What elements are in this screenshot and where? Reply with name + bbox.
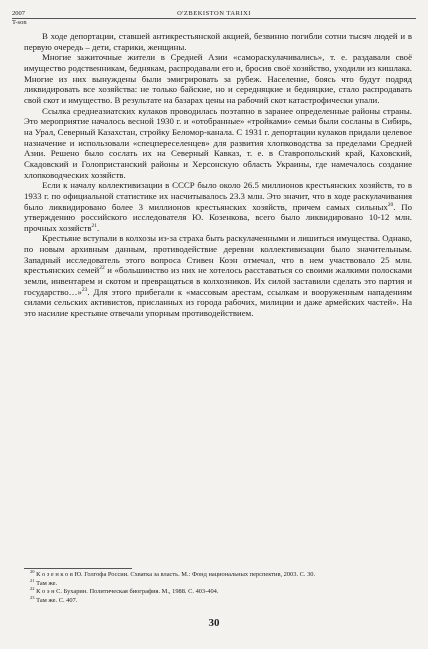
footnotes	[30, 568, 412, 605]
footnote-number: 22	[30, 586, 35, 592]
footnote-text: К о з е н к о в Ю. Голгофа России. Схватка за власть. М.: Фонд национальных перспектив, 2003. С. 30.	[36, 571, 316, 578]
footnote-text: Там же.	[36, 579, 58, 587]
page-number: 30	[208, 617, 220, 629]
header-year: 2007	[12, 10, 25, 17]
footnote	[30, 588, 412, 597]
paragraph-3: Ссылка среднеазиатских кулаков проводилась поэтапно в заранее определенные районы страны. Это мероприятие началось весной 1930 г. и «отобранные» «тройками» семьи были сосланы в Сибирь, на Урал, Северный Казахстан, стройку Беломор-канала. С 1931 г. депортации кулаков придали целевое назначение и использовали «спецпереселенцев» для развития хлопководства за пределами Средней Азии. Решено было сослать их на Северный Кавказ, т. е. в Ставропольский край, Каховский, Скадовский и Голопристанский районы и Херсонскую область Украины, где намечалось создание хлопководческих хозяйств.	[24, 105, 412, 180]
footnote-number: 20	[30, 568, 35, 574]
footnote-rule	[24, 568, 132, 569]
header-title: O'ZBEKISTON TARIXI	[177, 10, 251, 17]
header-subtitle: T-son	[12, 19, 27, 26]
paragraph-4: Если к началу коллективизации в СССР было около 26.5 миллионов крестьянских хозяйств, то в 1933 г. по официальной статистике их насчитывалось 23.3 млн. Это значит, что в ходе раскулачивания было ликвидировано более 3 миллионов крестьянских хозяйств, причем самых сильных$^{20}$. По утверждению российского исследователя Ю. Козенкова, всего было ликвидировано 10-12 млн. прочных хозяйств$^{21}$.	[24, 180, 412, 233]
paragraph-4-text-b: . По утверждению российского исследователя Ю. Козенкова, всего было ликвидировано 10-12 млн. прочных хозяйств	[24, 201, 412, 233]
footnote-number: 23	[30, 594, 35, 600]
paragraph-5-text-b: и «большинство из них не хотелось расставаться со своими жалкими полосками земли, инвентарем и скотом и превращаться в колхозников. Их силой заставили сделать это партия и государство…»	[24, 265, 412, 297]
footnote-ref-20[interactable]: 20	[387, 201, 394, 208]
paragraph-2: Многие зажиточные жители в Средней Азии «самораскулачивались», т. е. раздавали своё имущество родственникам, беднякам, распродавали его и, бросив своё хозяйство, уходили из кишлака. Многие из них вынуждены были эмигрировать за рубеж. Население, боясь что будут подряд ликвидировать все хозяйства: не только байские, но и середняцкие и бедняцкие, стало распродавать свой скот и имущество. В результате на базарах цены на рабочий скот катастрофически упали.	[24, 52, 412, 105]
header-rule	[12, 18, 416, 19]
paragraph-5-text-a: Крестьяне вступали в колхозы из-за страха быть раскулаченными и лишиться имущества. Однако, по новым архивным данным, противодействие деревни коллективизации было значительным. Западный исследователь этого вопроса Стивен Коэн отмечал, что в нем участвовало 25 млн. крестьянских семей	[24, 233, 412, 276]
footnote-number: 21	[30, 577, 35, 583]
footnote-ref-23[interactable]: 23	[81, 286, 88, 293]
footnote-ref-21[interactable]: 21	[91, 222, 98, 229]
paragraph-5	[24, 233, 412, 318]
footnote	[30, 594, 412, 606]
running-header	[12, 10, 416, 28]
main-text	[24, 31, 412, 319]
paragraph-5-text-c: . Для этого прибегали к «массовым арестам, ссылкам и вооруженным нападениям силами сельских активистов, присланных из города рабочих, милиции и даже армейских частей». На это насилие крестьяне отвечали упорным противодействием.	[24, 286, 412, 319]
footnote-text: К о э н С. Бухарин. Политическая биография. М., 1988. С. 403-404.	[36, 588, 219, 596]
footnote-text: Там же. С. 407.	[36, 596, 78, 604]
footnote-ref-22[interactable]: 22	[99, 265, 105, 272]
paragraph-4-text-a: Если к началу коллективизации в СССР было около 26.5 миллионов крестьянских хозяйств, то в 1933 г. по официальной статистике их насчитывалось 23.3 млн. Это значит, что в ходе раскулачивания было ликвидировано более 3 миллионов крестьянских хозяйств, причем самых сильных	[24, 180, 412, 212]
paragraph-1: В ходе депортации, ставшей антикрестьянской акцией, безвинно погибли сотни тысяч людей и в первую очередь – дети, старики, женщины.	[24, 31, 412, 52]
